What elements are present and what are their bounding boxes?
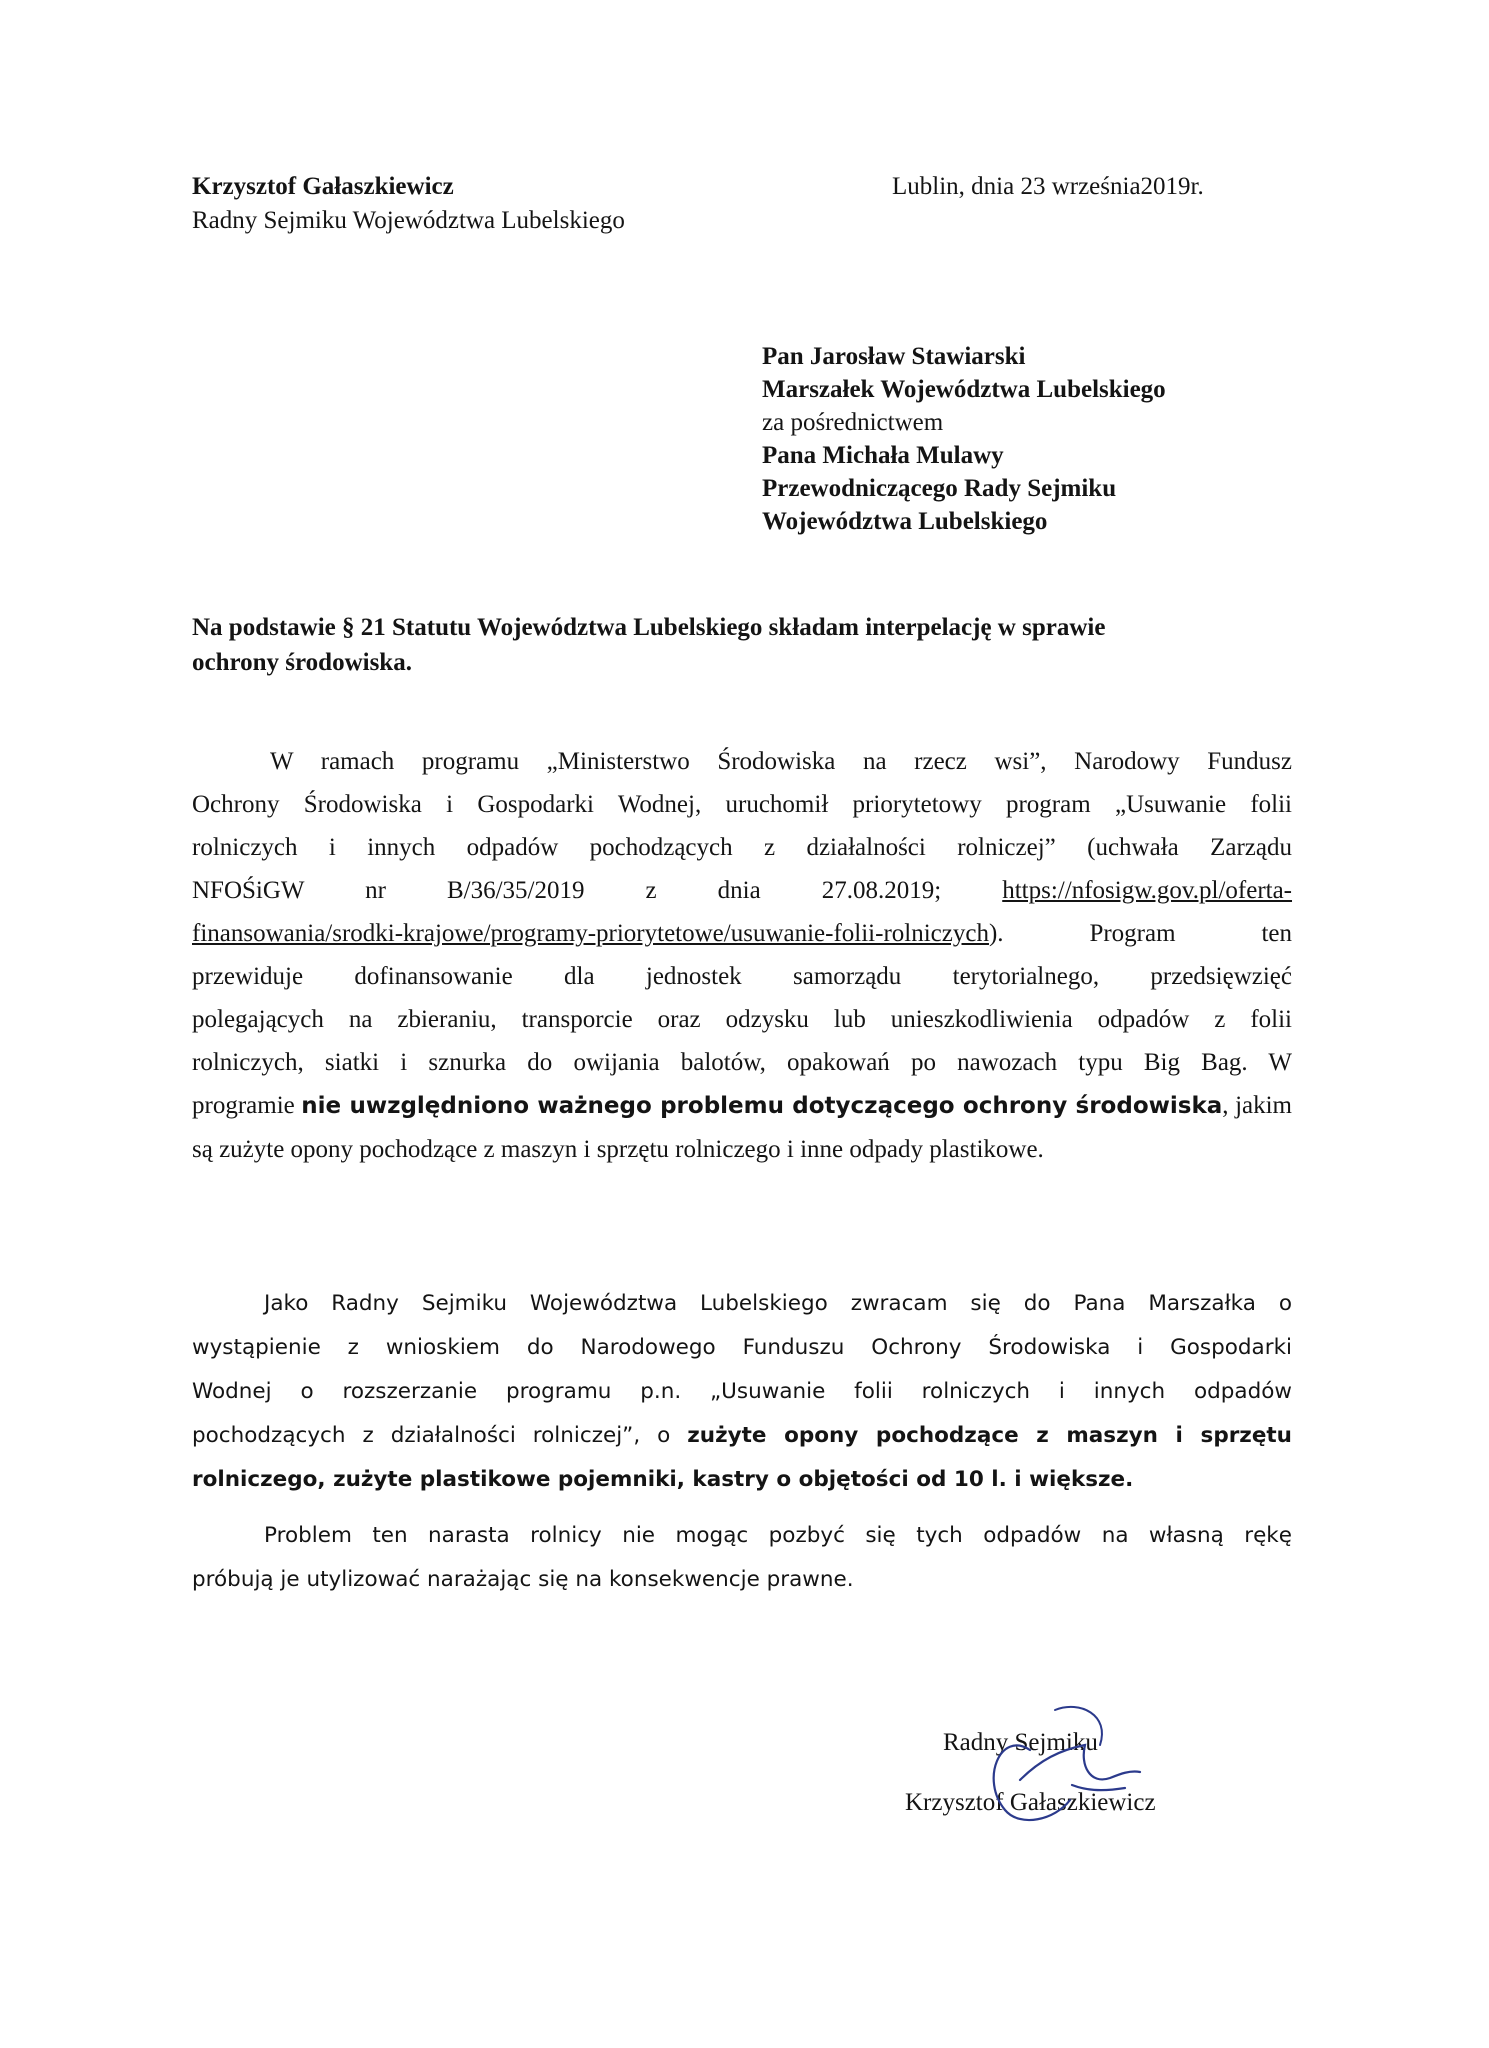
addressee-line: Marszałek Województwa Lubelskiego [762,376,1166,403]
text-line: Problem ten narasta rolnicy nie mogąc pozbyć się tych odpadów na własną rękę [264,1523,1292,1548]
sender-role: Radny Sejmiku Województwa Lubelskiego [192,207,625,234]
text-segment: pochodzących z działalności rolniczej”, o [192,1423,671,1448]
text-line: Wodnej o rozszerzanie programu p.n. „Usuwanie folii rolniczych i innych odpadów [192,1379,1292,1404]
handwritten-signature [960,1690,1180,1840]
addressee-line: Przewodniczącego Rady Sejmiku [762,475,1117,502]
text-line: Ochrony Środowiska i Gospodarki Wodnej, uruchomił priorytetowy program „Usuwanie folii [192,791,1292,818]
text-line: Jako Radny Sejmiku Województwa Lubelskiego zwracam się do Pana Marszałka o [264,1291,1292,1316]
emphasis: zużyte opony pochodzące z maszyn i sprzętu [687,1423,1292,1448]
text-segment: , jakim [1222,1092,1292,1119]
addressee-block [762,340,1166,538]
signature-name: Krzysztof Gałaszkiewicz [905,1789,1156,1816]
sender-name: Krzysztof Gałaszkiewicz [192,173,454,200]
emphasis: rolniczego, zużyte plastikowe pojemniki, kastry o objętości od 10 l. i większe. [192,1467,1134,1492]
text-line: próbują je utylizować narażając się na konsekwencje prawne. [192,1567,854,1592]
text-segment: programie [192,1092,295,1119]
text-segment: ). Program ten [988,920,1292,947]
addressee-line: Pan Jarosław Stawiarski [762,343,1026,370]
paragraph-1 [192,740,1292,1171]
program-link-continued[interactable]: finansowania/srodki-krajowe/programy-priorytetowe/usuwanie-folii-rolniczych [192,920,989,947]
text-segment: NFOŚiGW nr B/36/35/2019 z dnia 27.08.2019; [192,877,942,904]
text-line: są zużyte opony pochodzące z maszyn i sprzętu rolniczego i inne odpady plastikowe. [192,1136,1044,1163]
subject-line: Na podstawie § 21 Statutu Województwa Lubelskiego składam interpelację w sprawie [192,614,1106,641]
paragraph-2 [192,1282,1292,1502]
text-line: rolniczych, siatki i sznurka do owijania balotów, opakowań po nawozach typu Big Bag. W [192,1049,1292,1076]
text-line [192,912,1292,955]
program-link[interactable]: https://nfosigw.gov.pl/oferta- [1002,877,1293,904]
addressee-line: Województwa Lubelskiego [762,508,1048,535]
text-line [192,869,1292,912]
text-line [192,1414,1292,1458]
subject [192,610,1272,680]
addressee-line: Pana Michała Mulawy [762,442,1004,469]
text-line: przewiduje dofinansowanie dla jednostek samorządu terytorialnego, przedsięwzięć [192,963,1292,990]
paragraph-3 [192,1514,1292,1602]
text-line: rolniczych i innych odpadów pochodzących z działalności rolniczej” (uchwała Zarządu [192,834,1292,861]
text-line: W ramach programu „Ministerstwo Środowiska na rzecz wsi”, Narodowy Fundusz [270,748,1292,775]
text-line: polegających na zbieraniu, transporcie oraz odzysku lub unieszkodliwienia odpadów z folii [192,1006,1292,1033]
text-line: wystąpienie z wnioskiem do Narodowego Funduszu Ochrony Środowiska i Gospodarki [192,1335,1292,1360]
place-and-date: Lublin, dnia 23 września2019r. [892,173,1204,200]
signature-role: Radny Sejmiku [943,1729,1098,1756]
emphasis: nie uwzględniono ważnego problemu dotyczącego ochrony środowiska [301,1093,1223,1119]
text-line [192,1458,1292,1502]
text-line [192,1084,1292,1128]
subject-line: ochrony środowiska. [192,649,412,676]
addressee-line: za pośrednictwem [762,409,944,436]
